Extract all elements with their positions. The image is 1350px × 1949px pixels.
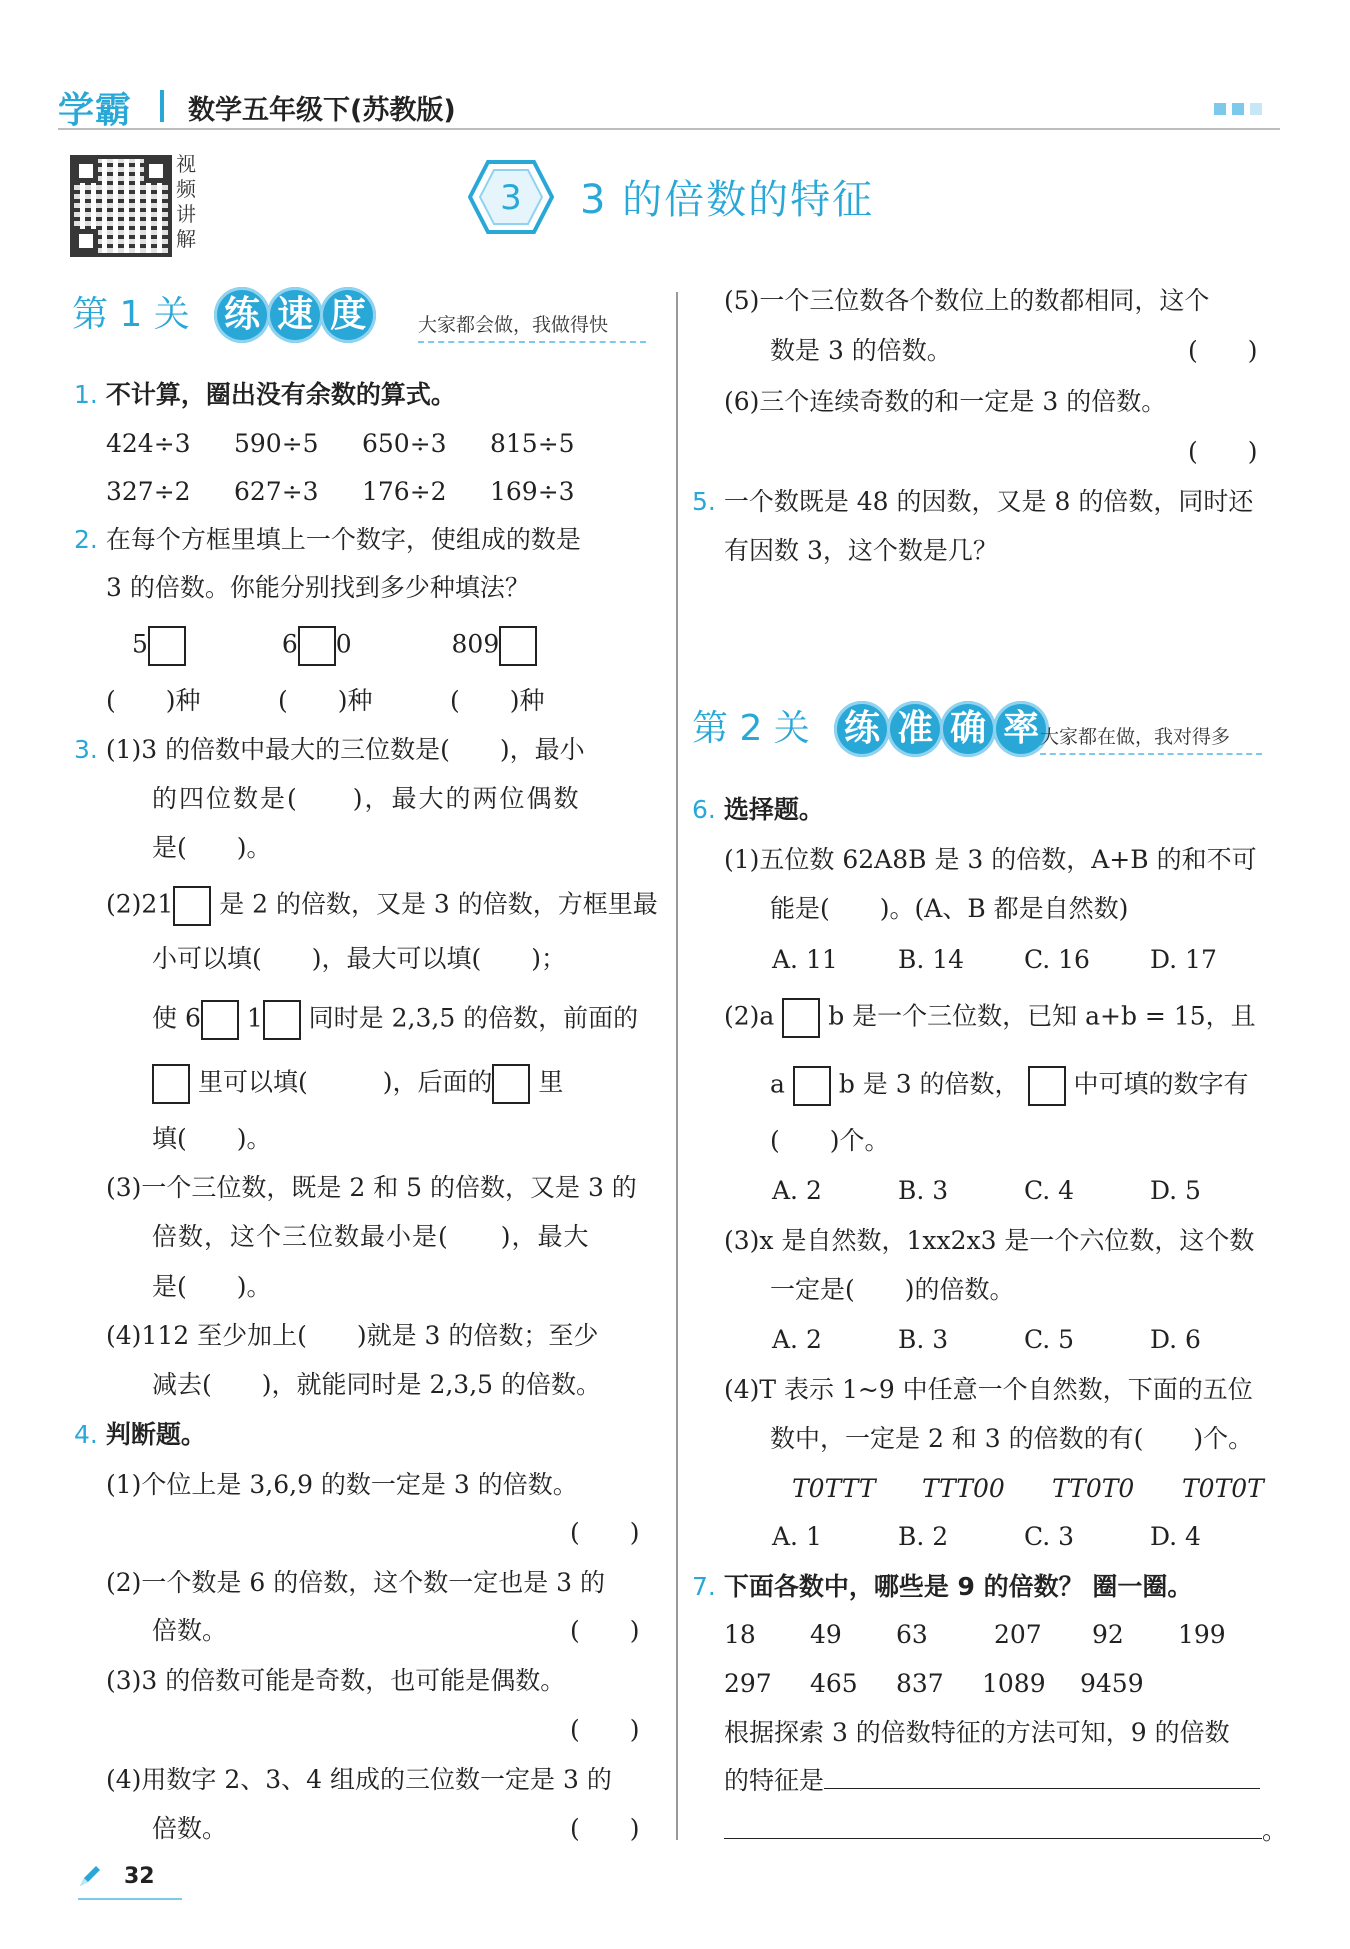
judge-blank[interactable]: ( ) xyxy=(570,1616,640,1645)
answer-box[interactable] xyxy=(793,1066,831,1106)
q6-line: (3)x 是自然数，1xx2x3 是一个六位数，这个数 xyxy=(724,1226,1255,1255)
question-4: 4. 判断题。 xyxy=(74,1420,206,1449)
answer-box[interactable] xyxy=(263,1000,301,1040)
level-1-label: 第 1 关 xyxy=(72,294,190,335)
answer-box[interactable] xyxy=(201,1000,239,1040)
level-2-header xyxy=(692,700,1041,757)
level-1-header xyxy=(72,286,368,343)
logo-divider xyxy=(160,90,164,122)
question-number: 1. xyxy=(74,380,98,409)
answer-box[interactable] xyxy=(1028,1066,1066,1106)
q3-line: 是( )。 xyxy=(152,1272,272,1301)
q3-line: (4)112 至少加上( )就是 3 的倍数；至少 xyxy=(106,1321,599,1350)
q6-line: (4)T 表示 1~9 中任意一个自然数，下面的五位 xyxy=(724,1375,1253,1404)
judge-blank[interactable]: ( ) xyxy=(570,1814,640,1843)
q7-line: 根据探索 3 的倍数特征的方法可知，9 的倍数 xyxy=(724,1718,1230,1747)
q4-statement: (1)个位上是 3,6,9 的数一定是 3 的倍数。 xyxy=(106,1470,578,1499)
qr-code[interactable] xyxy=(70,155,172,257)
level-2-badge: 准 xyxy=(887,701,943,757)
book-title: 数学五年级下(苏教版) xyxy=(188,95,456,126)
answer-box[interactable] xyxy=(499,626,537,666)
section-title: 3 的倍数的特征 xyxy=(580,177,875,223)
question-7: 7. 下面各数中，哪些是 9 的倍数？ 圈一圈。 xyxy=(692,1572,1193,1601)
q1-row-1: 424÷3 590÷5 650÷3 815÷5 xyxy=(106,429,575,458)
q3-line: 里可以填( )，后面的 里 xyxy=(152,1064,563,1104)
q6-line: a b 是 3 的倍数， 中可填的数字有 xyxy=(770,1066,1248,1106)
q3-line: 小可以填( )，最大可以填( )； xyxy=(152,944,567,973)
q3-line: 减去( )，就能同时是 2,3,5 的倍数。 xyxy=(152,1370,602,1399)
q6-options-2: A. 2 B. 3 C. 4 D. 5 xyxy=(772,1176,1201,1205)
q3-line: 使 6 1 同时是 2,3,5 的倍数，前面的 xyxy=(152,1000,638,1040)
q1-row-2: 327÷2 627÷3 176÷2 169÷3 xyxy=(106,477,575,506)
q3-line: 的四位数是( )，最大的两位偶数 xyxy=(152,784,581,813)
q6-line: 一定是( )的倍数。 xyxy=(770,1275,1015,1304)
q4-statement: (6)三个连续奇数的和一定是 3 的倍数。 xyxy=(724,387,1167,416)
q4-statement: (5)一个三位数各个数位上的数都相同，这个 xyxy=(724,286,1210,315)
q2-answers: ( )种 ( )种 ( )种 xyxy=(106,686,545,715)
judge-blank[interactable]: ( ) xyxy=(1188,336,1258,365)
judge-blank[interactable]: ( ) xyxy=(1188,437,1258,466)
q4-statement: (3)3 的倍数可能是奇数，也可能是偶数。 xyxy=(106,1666,566,1695)
question-5: 5. 一个数既是 48 的因数，又是 8 的倍数，同时还 xyxy=(692,487,1254,516)
q6-line: 数中，一定是 2 和 3 的倍数的有( )个。 xyxy=(770,1424,1254,1453)
q6-line: (2)a b 是一个三位数，已知 a+b = 15，且 xyxy=(724,998,1256,1038)
answer-box[interactable] xyxy=(298,626,336,666)
judge-blank[interactable]: ( ) xyxy=(570,1518,640,1547)
judge-blank[interactable]: ( ) xyxy=(570,1715,640,1744)
q7-row-2: 297 465 837 1089 9459 xyxy=(724,1669,1144,1698)
level-2-badge: 练 xyxy=(834,701,890,757)
q3-line: 是( )。 xyxy=(152,833,272,862)
header-decoration xyxy=(1208,100,1262,119)
page-number: 32 xyxy=(124,1864,155,1889)
question-2: 2. 在每个方框里填上一个数字，使组成的数是 xyxy=(74,525,581,554)
q6-options-1: A. 11 B. 14 C. 16 D. 17 xyxy=(772,945,1217,974)
q3-line: (3)一个三位数，既是 2 和 5 的倍数，又是 3 的 xyxy=(106,1173,637,1202)
level-1-badge: 速 xyxy=(267,287,323,343)
pencil-icon xyxy=(76,1864,102,1890)
question-1 xyxy=(74,380,456,410)
q4-statement: 数是 3 的倍数。 xyxy=(770,336,952,365)
q6-options-4: A. 1 B. 2 C. 3 D. 4 xyxy=(772,1522,1201,1551)
question-text: 不计算，圈出没有余数的算式。 xyxy=(105,380,456,409)
q6-line: ( )个。 xyxy=(770,1126,890,1155)
level-1-badge: 度 xyxy=(320,287,376,343)
video-explain-label: 视频讲解 xyxy=(176,152,196,251)
q4-statement: 倍数。 xyxy=(152,1814,228,1843)
q2-blanks: 5 6 0 809 xyxy=(132,626,537,666)
answer-box[interactable] xyxy=(173,886,211,926)
q3-line: 倍数，这个三位数最小是( )，最大 xyxy=(152,1222,590,1251)
q6-line: (1)五位数 62A8B 是 3 的倍数，A+B 的和不可 xyxy=(724,845,1257,874)
brand-logo: 学霸 xyxy=(58,90,133,131)
level-2-slogan: 大家都在做，我对得多 xyxy=(1040,722,1262,755)
q7-row-1: 18 49 63 207 92 199 xyxy=(724,1620,1226,1649)
q7-line: 。 xyxy=(724,1816,1287,1846)
answer-box[interactable] xyxy=(782,998,820,1038)
question-3: 3. (1)3 的倍数中最大的三位数是( )，最小 xyxy=(74,735,585,764)
footer-underline xyxy=(78,1898,182,1900)
page-header xyxy=(58,82,1280,130)
q6-numbers: T0TTT TTT00 TT0T0 T0T0T xyxy=(792,1474,1264,1503)
level-2-badge: 率 xyxy=(993,701,1049,757)
level-1-badge: 练 xyxy=(214,287,270,343)
q2-line-2: 3 的倍数。你能分别找到多少种填法？ xyxy=(106,573,530,602)
q4-statement: (4)用数字 2、3、4 组成的三位数一定是 3 的 xyxy=(106,1765,612,1794)
answer-line[interactable] xyxy=(724,1838,1262,1839)
level-2-badge: 确 xyxy=(940,701,996,757)
answer-box[interactable] xyxy=(152,1064,190,1104)
q4-statement: (2)一个数是 6 的倍数，这个数一定也是 3 的 xyxy=(106,1568,606,1597)
q5-line: 有因数 3，这个数是几？ xyxy=(724,536,998,565)
level-2-label: 第 2 关 xyxy=(692,708,810,749)
q7-line: 的特征是 xyxy=(724,1766,1260,1796)
answer-line[interactable] xyxy=(824,1788,1260,1789)
section-number: 3 xyxy=(500,178,522,218)
column-divider xyxy=(676,292,678,1840)
answer-box[interactable] xyxy=(148,626,186,666)
q6-line: 能是( )。(A、B 都是自然数) xyxy=(770,894,1129,923)
q6-options-3: A. 2 B. 3 C. 5 D. 6 xyxy=(772,1325,1201,1354)
q4-statement: 倍数。 xyxy=(152,1616,228,1645)
q3-line: (2)21 是 2 的倍数，又是 3 的倍数，方框里最 xyxy=(106,886,658,926)
q3-line: 填( )。 xyxy=(152,1124,272,1153)
answer-box[interactable] xyxy=(492,1064,530,1104)
level-1-slogan: 大家都会做，我做得快 xyxy=(418,310,646,343)
question-6: 6. 选择题。 xyxy=(692,795,824,824)
section-number-hexagon xyxy=(468,160,554,234)
